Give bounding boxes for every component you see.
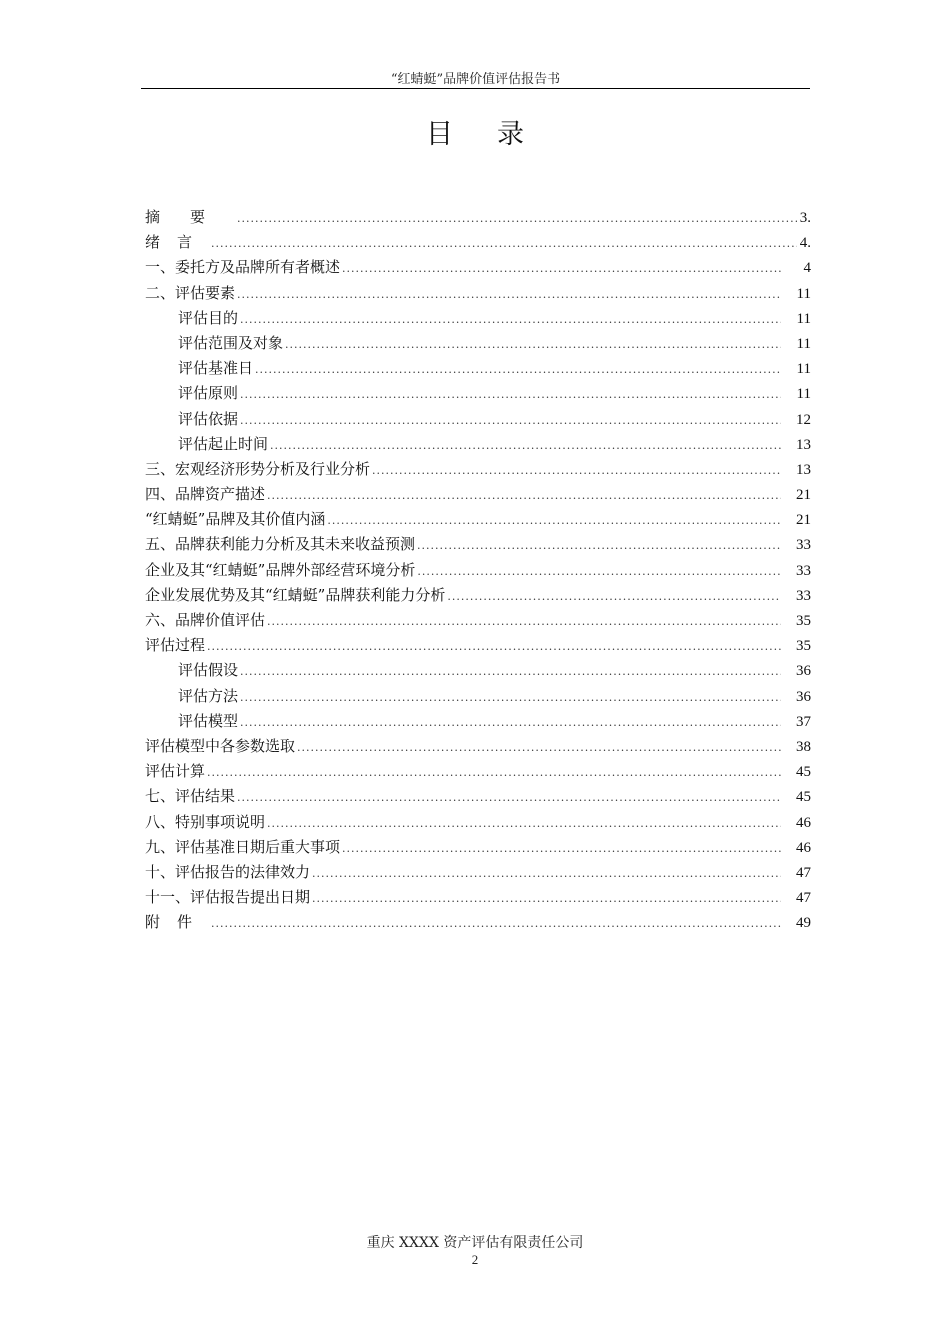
table-of-contents [145, 205, 811, 935]
toc-entry-page: 47 [796, 864, 811, 881]
toc-entry[interactable] [145, 658, 811, 683]
toc-entry-label: 评估计算 [145, 762, 206, 781]
footer-page-number: 2 [471, 1252, 479, 1267]
toc-dot-leader [240, 408, 781, 433]
page-header: “红蜻蜓”品牌价值评估报告书 [390, 72, 561, 87]
toc-entry[interactable] [145, 532, 811, 557]
toc-entry-label: 绪言 [145, 233, 210, 252]
page-title: 目录 [426, 119, 568, 150]
toc-dot-leader [285, 332, 781, 357]
toc-dot-leader [240, 685, 781, 710]
toc-entry-page: 11 [796, 361, 811, 378]
toc-entry[interactable] [145, 810, 811, 835]
toc-entry-page: 33 [796, 562, 811, 579]
toc-dot-leader [417, 559, 781, 584]
toc-entry-label: 附件 [145, 913, 210, 932]
toc-dot-leader [312, 886, 781, 911]
toc-entry[interactable] [145, 230, 811, 255]
toc-entry-label: 九、评估基准日期后重大事项 [145, 837, 341, 856]
toc-entry-label: 企业及其“红蜻蜓”品牌外部经营环境分析 [145, 560, 416, 579]
toc-entry-label: 评估过程 [145, 636, 206, 655]
toc-entry-page: 49 [796, 915, 811, 932]
toc-entry[interactable] [145, 507, 811, 532]
toc-entry-page: 36 [796, 663, 811, 680]
toc-entry[interactable] [145, 709, 811, 734]
toc-entry-label: 十、评估报告的法律效力 [145, 862, 311, 881]
toc-entry-label: 一、委托方及品牌所有者概述 [145, 258, 341, 277]
toc-dot-leader [312, 861, 781, 886]
toc-dot-leader [240, 307, 781, 332]
toc-dot-leader [237, 785, 781, 810]
toc-entry-page: 47 [796, 890, 811, 907]
toc-entry-label: 评估原则 [178, 384, 239, 403]
toc-entry-page: 38 [796, 738, 811, 755]
toc-entry[interactable] [145, 255, 811, 280]
toc-entry-label: 八、特别事项说明 [145, 812, 266, 831]
toc-entry-page: 46 [796, 839, 811, 856]
toc-entry[interactable] [145, 306, 811, 331]
toc-entry-label: “红蜻蜓”品牌及其价值内涵 [145, 510, 326, 529]
toc-dot-leader [267, 609, 781, 634]
toc-entry[interactable] [145, 910, 811, 935]
toc-entry-page: 4 [803, 260, 811, 277]
toc-entry[interactable] [145, 558, 811, 583]
toc-entry[interactable] [145, 205, 811, 230]
toc-dot-leader [372, 458, 781, 483]
toc-dot-leader [255, 357, 781, 382]
toc-dot-leader [342, 256, 781, 281]
header-rule [141, 88, 810, 89]
toc-entry-label: 五、品牌获利能力分析及其未来收益预测 [145, 535, 416, 554]
toc-entry-label: 七、评估结果 [145, 787, 236, 806]
toc-entry-label: 四、品牌资产描述 [145, 485, 266, 504]
toc-entry-page: 35 [796, 638, 811, 655]
toc-entry-page: 11 [796, 285, 811, 302]
toc-entry-label: 六、品牌价值评估 [145, 611, 266, 629]
toc-entry-page: 11 [796, 310, 811, 327]
toc-entry[interactable] [145, 281, 811, 306]
toc-entry-label: 评估基准日 [178, 359, 254, 378]
toc-dot-leader [240, 659, 781, 684]
toc-entry-page: 46 [796, 814, 811, 831]
toc-dot-leader [207, 760, 781, 785]
toc-entry[interactable] [145, 331, 811, 356]
toc-entry-page: 21 [796, 487, 811, 504]
toc-entry[interactable] [145, 885, 811, 910]
toc-entry-page: 37 [796, 713, 811, 730]
toc-entry-page: 45 [796, 789, 811, 806]
toc-entry-page: 21 [796, 512, 811, 529]
toc-dot-leader [240, 710, 781, 735]
toc-dot-leader [267, 483, 781, 508]
toc-entry-label: 评估范围及对象 [178, 333, 284, 352]
toc-entry-label: 评估依据 [178, 409, 239, 428]
toc-entry-page: 11 [796, 386, 811, 403]
toc-entry-page: 11 [796, 335, 811, 352]
toc-entry[interactable] [145, 784, 811, 809]
toc-dot-leader [342, 836, 781, 861]
toc-entry-label: 三、宏观经济形势分析及行业分析 [145, 459, 371, 478]
toc-entry[interactable] [145, 759, 811, 784]
toc-entry-label: 评估起止时间 [178, 434, 269, 453]
toc-entry[interactable] [145, 835, 811, 860]
toc-entry[interactable] [145, 734, 811, 759]
toc-entry[interactable] [145, 684, 811, 709]
toc-entry[interactable] [145, 583, 811, 608]
toc-dot-leader [297, 735, 781, 760]
footer-company: 重庆 XXXX 资产评估有限责任公司 [366, 1235, 584, 1251]
toc-entry[interactable] [145, 356, 811, 381]
toc-entry-label: 评估目的 [178, 308, 239, 327]
toc-entry-page: 33 [796, 587, 811, 604]
toc-entry[interactable] [145, 432, 811, 457]
toc-entry-label: 摘要 [145, 208, 236, 226]
toc-entry-page: 33 [796, 537, 811, 554]
toc-entry-label: 评估方法 [178, 686, 239, 705]
toc-entry-label: 评估模型中各参数选取 [145, 736, 296, 755]
toc-entry-page: 36 [796, 688, 811, 705]
toc-dot-leader [327, 508, 781, 533]
toc-dot-leader [211, 911, 781, 936]
toc-entry[interactable] [145, 381, 811, 406]
toc-entry[interactable] [145, 482, 811, 507]
toc-entry-label: 评估假设 [178, 661, 239, 680]
toc-entry-page: 4. [799, 235, 811, 252]
toc-dot-leader [270, 433, 781, 458]
toc-entry-page: 13 [796, 436, 811, 453]
toc-dot-leader [237, 282, 781, 307]
toc-entry[interactable] [145, 633, 811, 658]
toc-entry-label: 十一、评估报告提出日期 [145, 888, 311, 907]
toc-entry[interactable] [145, 860, 811, 885]
toc-dot-leader [211, 231, 797, 256]
toc-entry-page: 35 [796, 613, 811, 629]
toc-entry[interactable] [145, 407, 811, 432]
toc-entry-label: 企业发展优势及其“红蜻蜓”品牌获利能力分析 [145, 585, 446, 604]
toc-dot-leader [240, 382, 781, 407]
toc-entry-page: 12 [796, 411, 811, 428]
toc-dot-leader [417, 533, 781, 558]
toc-entry-page: 13 [796, 461, 811, 478]
toc-entry-label: 二、评估要素 [145, 283, 236, 302]
toc-dot-leader [267, 811, 781, 836]
toc-dot-leader [447, 584, 781, 609]
toc-entry-page: 3. [799, 210, 811, 226]
toc-dot-leader [237, 206, 797, 231]
toc-entry-label: 评估模型 [178, 711, 239, 730]
toc-entry[interactable] [145, 608, 811, 633]
toc-dot-leader [207, 634, 781, 659]
toc-entry[interactable] [145, 457, 811, 482]
toc-entry-page: 45 [796, 764, 811, 781]
